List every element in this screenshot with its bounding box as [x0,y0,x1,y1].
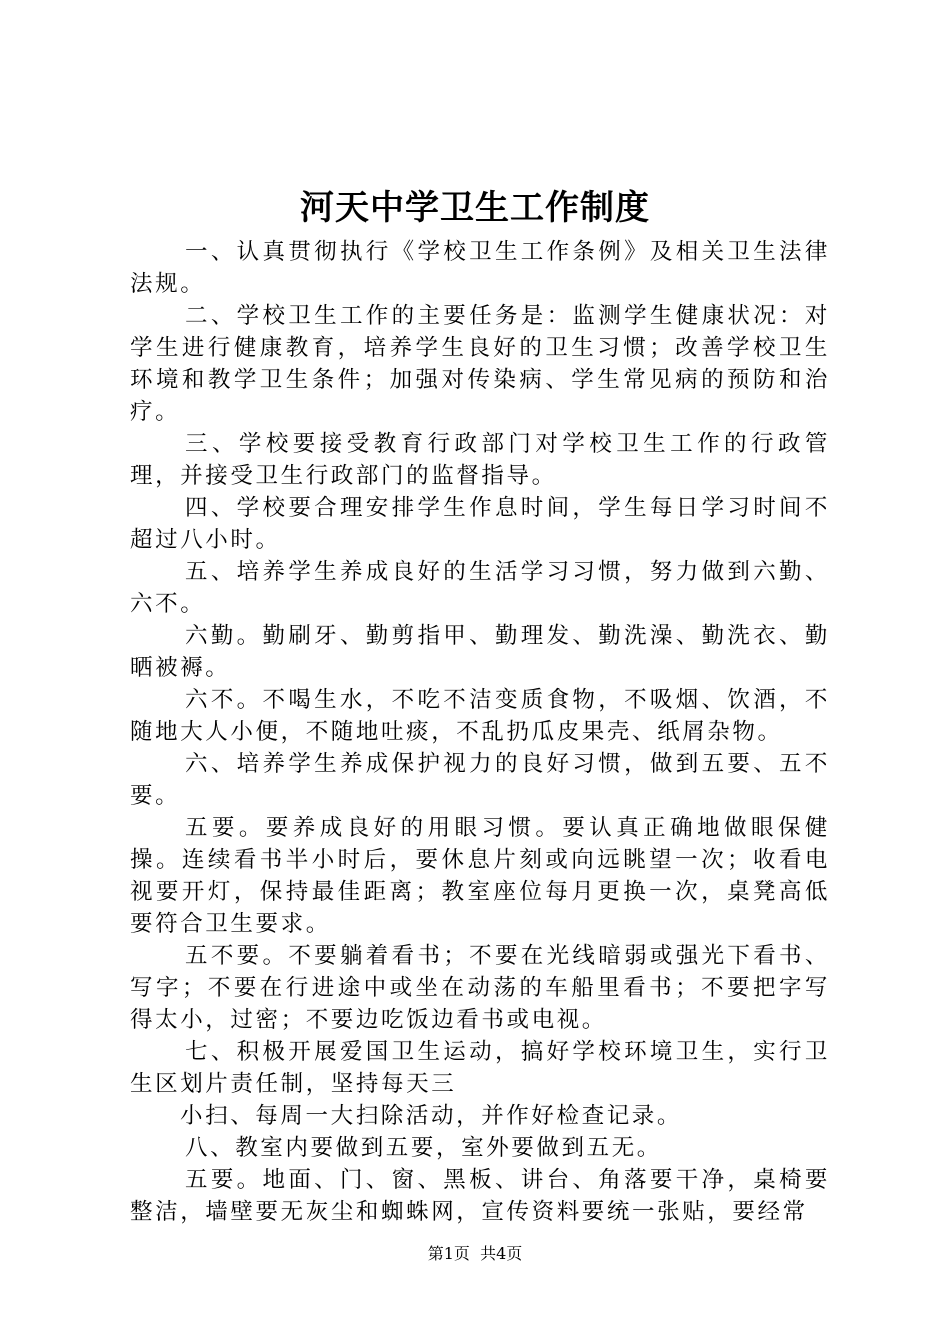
paragraph: 四、学校要合理安排学生作息时间，学生每日学习时间不超过八小时。 [130,495,830,553]
paragraph: 小扫、每周一大扫除活动，并作好检查记录。 [180,1103,683,1129]
paragraph: 一、认真贯彻执行《学校卫生工作条例》及相关卫生法律法规。 [130,239,830,297]
document-title: 河天中学卫生工作制度 [300,188,650,228]
paragraph: 五、培养学生养成良好的生活学习习惯，努力做到六勤、六不。 [130,559,830,617]
paragraph: 五要。要养成良好的用眼习惯。要认真正确地做眼保健操。连续看书半小时后，要休息片刻或向远眺望一次；收看电视要开灯，保持最佳距离；教室座位每月更换一次，桌凳高低要符合卫生要求。 [130,815,830,937]
page-footer: 第1页 共4页 [427,1244,523,1263]
paragraph: 八、教室内要做到五要，室外要做到五无。 [185,1135,662,1161]
paragraph: 六不。不喝生水，不吃不洁变质食物，不吸烟、饮酒，不随地大人小便，不随地吐痰，不乱扔瓜皮果壳、纸屑杂物。 [130,687,830,745]
paragraph: 五要。地面、门、窗、黑板、讲台、角落要干净，桌椅要整洁，墙壁要无灰尘和蜘蛛网，宣传资料要统一张贴，要经常 [130,1167,830,1225]
paragraph: 七、积极开展爱国卫生运动，搞好学校环境卫生，实行卫生区划片责任制，坚持每天三 [130,1039,830,1097]
paragraph: 三、学校要接受教育行政部门对学校卫生工作的行政管理，并接受卫生行政部门的监督指导。 [130,431,830,489]
paragraph: 五不要。不要躺着看书；不要在光线暗弱或强光下看书、写字；不要在行进途中或坐在动荡的车船里看书；不要把字写得太小，过密；不要边吃饭边看书或电视。 [130,943,830,1033]
paragraph: 六、培养学生养成保护视力的良好习惯，做到五要、五不要。 [130,751,830,809]
document-body [130,236,830,1228]
paragraph: 六勤。勤刷牙、勤剪指甲、勤理发、勤洗澡、勤洗衣、勤晒被褥。 [130,623,830,681]
paragraph: 二、学校卫生工作的主要任务是：监测学生健康状况：对学生进行健康教育，培养学生良好的卫生习惯；改善学校卫生环境和教学卫生条件；加强对传染病、学生常见病的预防和治疗。 [130,303,830,425]
